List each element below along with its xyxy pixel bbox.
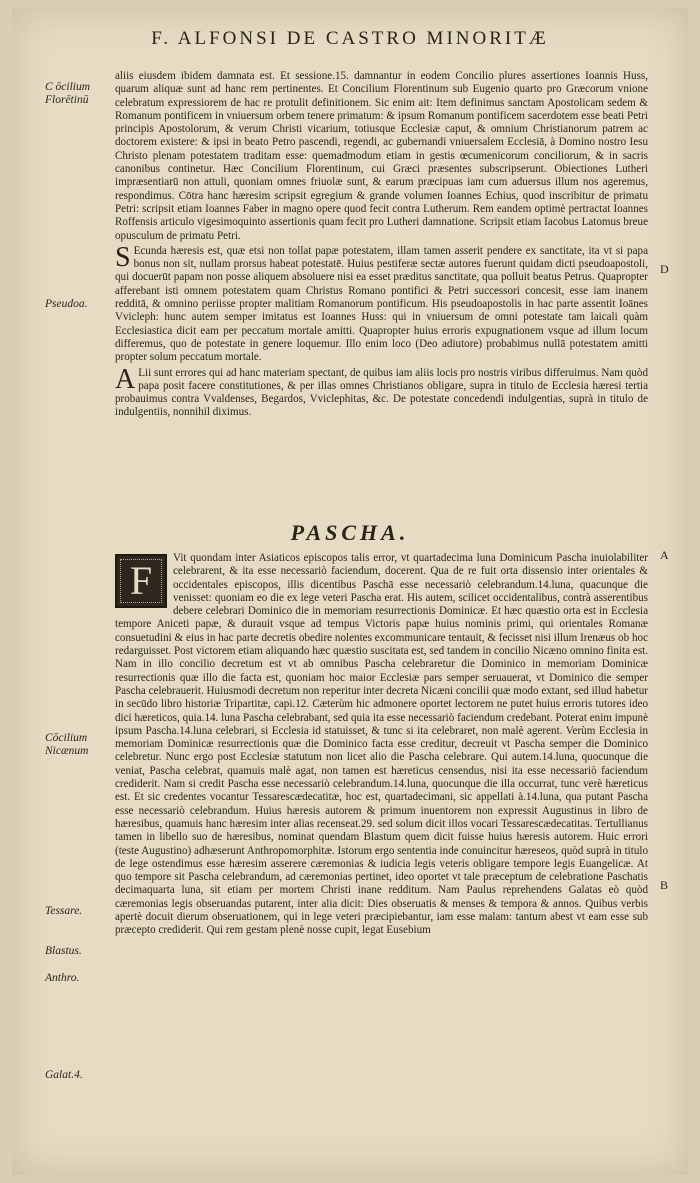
running-head: F. ALFONSI DE CASTRO MINORITÆ: [151, 28, 549, 49]
margin-note-galat: Galat.4.: [45, 1069, 83, 1081]
margin-letter-d: D: [660, 262, 669, 276]
section-heading: PASCHA.: [290, 520, 410, 545]
margin-note-concilium-florentinum: [45, 81, 115, 107]
margin-note-tessare: Tessare.: [45, 905, 83, 917]
initial-letter: A: [115, 363, 136, 395]
margin-note-line: C ōcilium: [45, 81, 91, 93]
paragraph-text: Vit quondam inter Asiaticos episcopos talis error, vt quartadecima luna Dominicum Pascha inuiolabiliter celebrarent, & ita esse necessariò faciendum, docerent. Qua de re fuit orta dissensio inter orientales & occidentales episcopos, illis dicentibus Paschā esse necessariò celebrandum.14.luna, quacunque die venisset: quoniam eo die ex lege veteri Pascha erat. His autem, scilicet occidentalibus, contrà asserentibus debere celebrari Dominico die in memoriam resurrectionis Dominicæ. Et hæc quæstio orta est in Ecclesia tempore Aniceti papæ, & durauit vsque ad tempus Victoris papæ huius nominis primi, qui orientales Romanæ consuetudini & eius in hac parte decretis obedire nolentes excommunicare tentauit, & fecisset nisi illum Irenæus ob hoc redarguisset. Post victorem etiam aliquando hæc quæstio suscitata est, sed tandem in concilio Nicæno omnino finita est. Nam in illo concilio decretum est vt ab omnibus Pascha celebraretur die Dominico in memoriam Dominicæ resurrectionis quæ illo die facta est, quoniam hoc maior Ecclesiæ pars semper seruauerat, vt Dominico die semper Pascha celebrauerit. Huiusmodi decretum non reperitur inter decreta Nicæni concilii quæ modo extant, sed illud habetur in secūdo libro historiæ Tripartitæ, capi.12. Cæterùm hic admonere oportet lectorem ne putet huius erroris tutores ideo dici hæreticos, quia.14. luna Pascha celebrabant, sed quia ita esse necessariò faciendum credebant. Poterat enim impunè ipsum Pascha.14.luna celebrari, si Ecclesia id statuisset, & tunc si ita celebraret, non malè agerent. Verùm Ecclesia in memoriam Dominicæ resurrectionis quæ die Dominico facta esse creditur, decreuit vt Pascha semper die Dominico celebretur. Nunc ergo post Ecclesiæ statutum non licet alio die Pascha celebrare. Qui autem.14.luna, quocunque die veniat, Pascha celebrat, quamuis malè agat, non tamen est hæreticus censendus, nisi ita esse necessariò faciendum crediderit. Nam si credit Pascha esse necessariò celebrandum.14.luna, quocunque die illa occurrat, tunc verè hæreticus est. Et sic credentes vocantur Tessarescædecatitæ, hoc est, quartadecimani, sic appellati à.14.luna, qua putant Pascha esse necessariò celebrandum. Huius hæresis autorem & primum inuentorem non expressit Augustinus in libro de hæresibus, quamuis hanc hæresim inter alias recenseat.29. sed solum dicit illos vocari Tessarescædecatitas. Tertullianus tamen in libello suo de hæresibus, nominat quendam Blastum quem dicit fuisse huius hæresis autorem. Huic errori (teste Augustino) adhæserunt Anthropomorphitæ. Istorum ergo sententia inde conuincitur hæreseos, quòd suprà in titulo de lege ostendimus esse hæresim asserere cæremonias & iudicia legis veteris obligare tempore legis Euangelicæ. At quo tempore sit Pascha celebrandum, ad cæremonias pertinet, ideo oportet vt tale præceptum de celebratione Paschatis decimaquarta luna, sit etiam per mortem Christi inane redditum. Nam Paulus reprehendens Galatas eò quòd cæremonias legis obseruandas putarent, inter alia dicit: Dies obseruatis & menses & tempora & annos. Quibus verbis apertè docuit dierum obseruationem, qui in lege veteri præcipiebantur, iam esse malam: tantum abest vt eam esse sub præcepto crediderit. Qui rem gestam plenè nosse cupit, legat Eusebium: [115, 552, 648, 937]
upper-text-block: [115, 70, 648, 422]
margin-note-line: Florētinū: [45, 94, 89, 106]
paragraph-second-heresy: [115, 241, 648, 365]
margin-note-line: Nicænum: [45, 745, 89, 757]
margin-note-pseudoapostoli: Pseudoa.: [45, 298, 88, 310]
paragraph-pascha: [115, 552, 648, 938]
initial-letter: S: [115, 241, 131, 273]
margin-note-line: Cōcilium: [45, 732, 88, 744]
paragraph-text: Lii sunt errores qui ad hanc materiam spectant, de quibus iam aliis locis pro nostris viribus differuimus. Nam quòd papa posit facere constitutiones, & per illas omnes Christianos obligare, supra in titulo de Ecclesia hæresi tertia probauimus contra Vvaldenses, Begardos, Vviclephitas, &c. De potestate concedendi indulgentias, suprà in titulo de indulgentiis, nonnihil diximus.: [115, 366, 648, 419]
book-page: [12, 8, 688, 1175]
paragraph-text: Ecunda hæresis est, quæ etsi non tollat papæ potestatem, illam tamen asserit pendere ex sanctitate, ita vt si papa bonus non sit, nullam prorsus habeat potestatē. Huius pestiferæ sectæ autores fuerunt quidam dicti pseudoapostoli, qui docuerūt papam non posse aliquem absoluere nisi ea esset præditus sanctitate, qua polluit beatus Petrus. Quapropter afferebant isti omnem potestatem quam Christus Romano pontifici & Petri successori concesit, esse iam inanem redditā, & omnino periisse propter malitiam Romanorum pontificum. His pseudoapostolis in hac parte assentit Ioānes Vvicleph: hunc autem semper imitatus est Ioannes Huss: qui in vniuersum de omni potestate tam laicali quàm Ecclesiastica dicit eam per peccatum mortale amitti. Quapropter huius erroris expugnationem vsque ad illum locum differemus, quo de potestate in genere loquemur. Illo enim loco (Deo adiutore) probabimus nullā potestatem amitti propter solum peccatum mortale.: [115, 244, 648, 364]
margin-note-blastus: Blastus.: [45, 945, 82, 957]
margin-letter-a: A: [660, 548, 669, 562]
paragraph-florentine-council: aliis eiusdem ibidem damnata est. Et sessione.15. damnantur in eodem Concilio plures assertiones Ioannis Huss, quarum aliquæ sunt ad hanc rem pertinentes. Et Concilium Florentinum sub Eugenio quarto pro Græcorum vnione celebratum expressiorem de hac re protulit definitionem. Sic enim ait: Item definimus sanctam Apostolicam sedem & Romanum pontificem in vniuersum orbem tenere primatum: & ipsum Romanum pontificem sacerdotem esse beati Petri principis Apostolorum, & verum Christi vicarium, totiusque Ecclesiæ caput, & omnium Christianorum patrem ac doctorem existere: & ipsi in beato Petro pascendi, regendi, ac gubernandi vniuersalem Ecclesiā, à Domino nostro Iesu Christo plenam potestatem traditam esse: quemadmodum etiam in gestis œcumenicorum conciliorum, & in sacris canonibus continetur. Hæc Concilium Florentinum, cui Græci præsentes subscripserunt. Obiectiones Lutheri impræsentiarū non attuli, quoniam omnes friuolæ sunt, & earum præcipuas iam cum aduersus illum nos ageremus, respondimus. Cōtra hanc hæresim scripsit egregium & grande volumen Ioannes Echius, quod inscribitur de primatu Petri: scripsit etiam Ioannes Faber in magno opere quod fecit contra Lutherum. Rem eandem optimè pertractat Ioannes Roffensis articulo vigesimoquinto assertionis quam fecit pro Lutheri damnatione. Scripsit etiam Iacobus Latomus breue opusculum de primatu Petri.: [115, 70, 648, 242]
lower-text-block: [115, 552, 648, 940]
decorated-initial: F: [115, 554, 167, 608]
margin-note-concilium-nicaenum: [45, 732, 115, 758]
paragraph-other-errors: [115, 363, 648, 420]
margin-note-anthro: Anthro.: [45, 972, 80, 984]
margin-letter-b: B: [660, 878, 669, 892]
